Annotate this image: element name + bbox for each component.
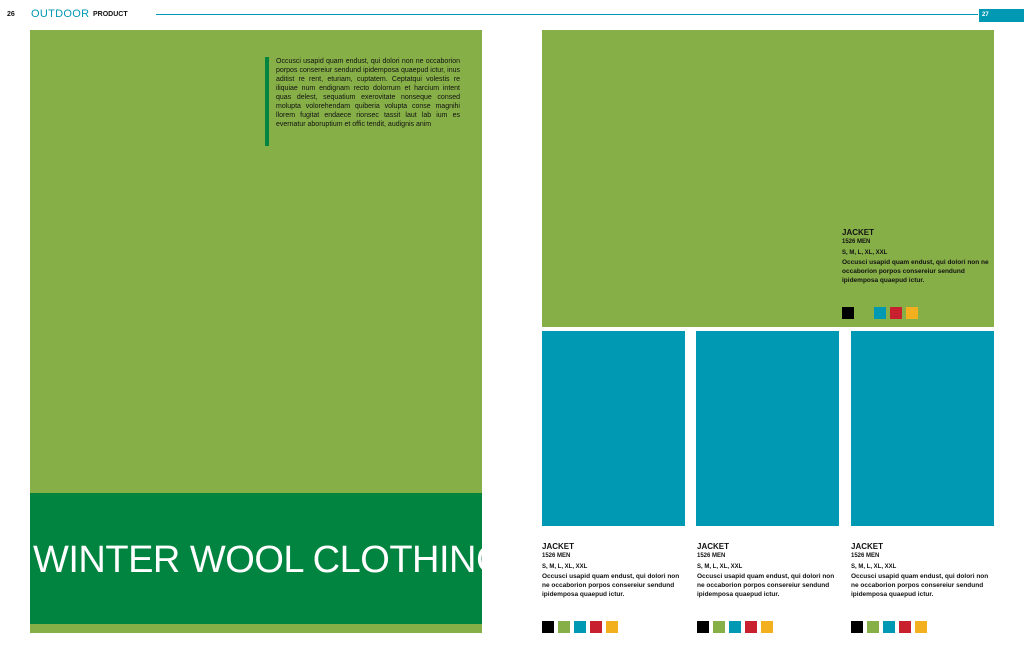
color-swatch[interactable] [606, 621, 618, 633]
product-name: JACKET [842, 228, 875, 237]
color-swatch[interactable] [899, 621, 911, 633]
product-image-3 [851, 331, 994, 526]
product-image-2 [696, 331, 839, 526]
color-swatch[interactable] [842, 307, 854, 319]
color-swatch[interactable] [890, 307, 902, 319]
product-1-color-swatches [542, 621, 618, 633]
hero-color-swatches [842, 307, 918, 319]
product-image-1 [542, 331, 685, 526]
product-sizes: S, M, L, XL, XXL [697, 564, 743, 570]
page-headline: WINTER WOOL CLOTHING [33, 539, 506, 581]
header-rule [156, 14, 978, 15]
color-swatch[interactable] [590, 621, 602, 633]
product-description: Occusci usapid quam endust, qui dolori non ne occaborion porpos consereiur sendund ipidemposa quaepud ictur. [842, 259, 989, 284]
product-2-color-swatches [697, 621, 773, 633]
product-info-3 [851, 542, 996, 599]
product-sizes: S, M, L, XL, XXL [842, 250, 888, 256]
product-code: 1526 MEN [842, 239, 871, 245]
color-swatch[interactable] [745, 621, 757, 633]
intro-accent-bar [265, 57, 269, 146]
color-swatch[interactable] [713, 621, 725, 633]
product-code: 1526 MEN [697, 553, 726, 559]
product-code: 1526 MEN [542, 553, 571, 559]
color-swatch[interactable] [761, 621, 773, 633]
sub-section-title: PRODUCT [93, 11, 128, 18]
color-swatch[interactable] [558, 621, 570, 633]
section-title: OUTDOOR [31, 8, 90, 20]
product-description: Occusci usapid quam endust, qui dolori non ne occaborion porpos consereiur sendund ipidemposa quaepud ictur. [542, 573, 680, 598]
product-description: Occusci usapid quam endust, qui dolori non ne occaborion porpos consereiur sendund ipidemposa quaepud ictur. [851, 573, 989, 598]
intro-paragraph: Occusci usapid quam endust, qui dolori non ne occaborion porpos consereiur sendund ipidemposa quaepud ictur, inus aditist re rent, eturiam, cuptatem. Ceptatqui volestis re iliquiae num endignam recto dolorrum et harcium intent quas delest, sequatium exerovitate nonseque consed molupta volorehendam quiberia volupta conse magnihi llorem fugitat endaece rionsec tassit laut lab ium es evernatur aboruptium et offic tendit, audignis anim [276, 58, 460, 128]
product-sizes: S, M, L, XL, XXL [542, 564, 588, 570]
hero-product-info [842, 228, 992, 285]
color-swatch[interactable] [906, 307, 918, 319]
color-swatch[interactable] [542, 621, 554, 633]
left-page-number: 26 [7, 11, 15, 18]
product-sizes: S, M, L, XL, XXL [851, 564, 897, 570]
color-swatch[interactable] [883, 621, 895, 633]
color-swatch[interactable] [874, 307, 886, 319]
color-swatch[interactable] [851, 621, 863, 633]
color-swatch[interactable] [574, 621, 586, 633]
product-code: 1526 MEN [851, 553, 880, 559]
product-name: JACKET [851, 542, 884, 551]
product-name: JACKET [542, 542, 575, 551]
color-swatch[interactable] [867, 621, 879, 633]
product-3-color-swatches [851, 621, 927, 633]
right-page-number: 27 [979, 9, 1024, 22]
product-name: JACKET [697, 542, 730, 551]
product-info-1 [542, 542, 687, 599]
product-info-2 [697, 542, 842, 599]
color-swatch[interactable] [729, 621, 741, 633]
color-swatch[interactable] [697, 621, 709, 633]
color-swatch[interactable] [915, 621, 927, 633]
product-description: Occusci usapid quam endust, qui dolori non ne occaborion porpos consereiur sendund ipidemposa quaepud ictur. [697, 573, 835, 598]
